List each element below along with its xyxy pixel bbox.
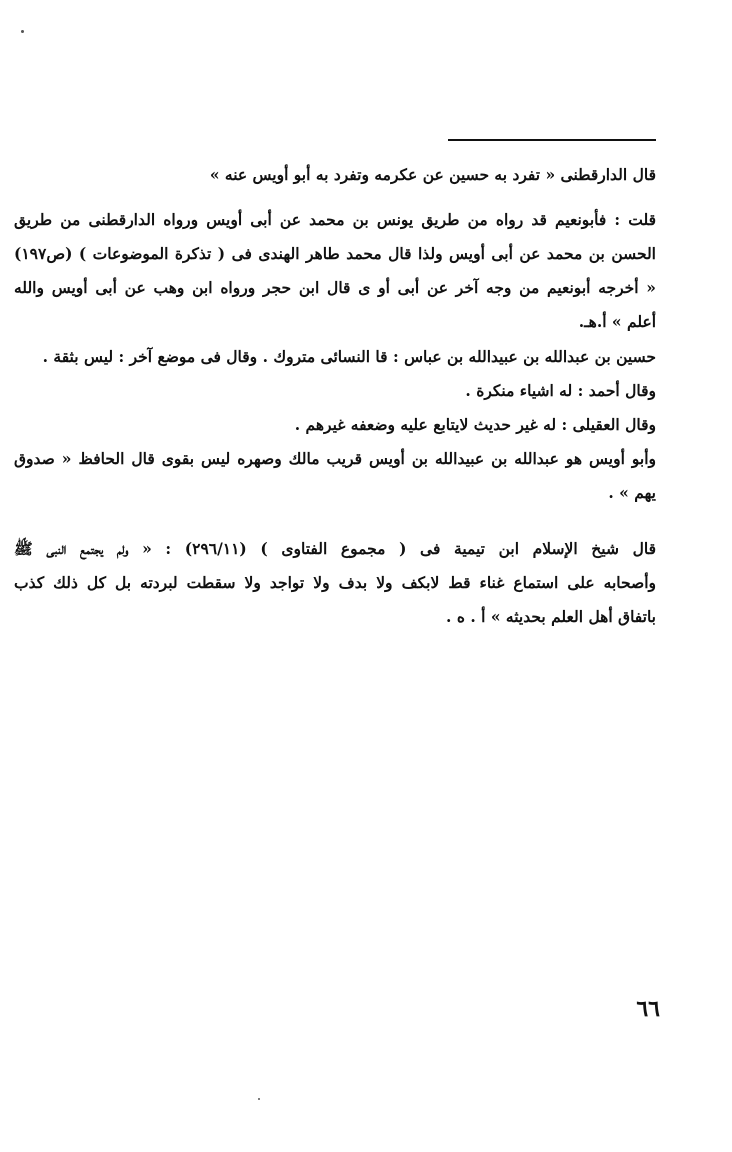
footnote-paragraph-ibn-taymiyya: [14, 532, 656, 634]
text-line: الحسن بن محمد عن أبى أويس ولذا قال محمد طاهر الهندى فى ( تذكرة الموضوعات ) (ص١٩٧): [14, 244, 656, 263]
text-line: قال شيخ الإسلام ابن تيمية فى ( مجموع الفتاوى ) (٢٩٦/١١) : « ولم يجتمع النبى ﷺ: [14, 539, 656, 558]
footnote-paragraph-daraqutni: [14, 158, 656, 192]
footnote-paragraph-abu-nuaym: [14, 203, 656, 339]
footnote-separator-rule: [448, 139, 656, 141]
text-line: وقال أحمد : له اشياء منكرة .: [465, 381, 656, 400]
text-line: وأبو أويس هو عبدالله بن عبيدالله بن أويس قريب مالك وصهره ليس بقوى قال الحافظ « صدوق: [14, 449, 656, 468]
text-line: قلت : فأبونعيم قد رواه من طريق يونس بن محمد عن أبى أويس ورواه الدارقطنى من طريق: [14, 210, 656, 229]
text-line: « أخرجه أبونعيم من وجه آخر عن أبى أو ى قال ابن حجر ورواه ابن وهب عن أبى أويس والله: [14, 278, 656, 297]
scan-speck: [258, 1098, 260, 1100]
footnote-paragraph-husayn: [14, 340, 656, 510]
scan-speck: [21, 30, 24, 33]
text-line: باتفاق أهل العلم بحديثه » أ . ه .: [446, 607, 656, 626]
text-line: وقال العقيلى : له غير حديث لايتابع عليه وضعفه غيرهم .: [294, 415, 656, 434]
page-number: ٦٦: [636, 996, 660, 1022]
text-line: حسين بن عبدالله بن عبيدالله بن عباس : قا النسائى متروك . وقال فى موضع آخر : ليس بثقة .: [42, 347, 656, 366]
text-line: أعلم » أ.هـ.: [578, 312, 656, 331]
text-line: وأصحابه على استماع غناء قط لابكف ولا بدف ولا تواجد ولا سقطت لبردته بل كل ذلك كذب: [14, 573, 656, 592]
text-line: قال الدارقطنى « تفرد به حسين عن عكرمه وتفرد به أبو أويس عنه »: [209, 165, 656, 184]
text-line: يهم » .: [608, 483, 656, 502]
